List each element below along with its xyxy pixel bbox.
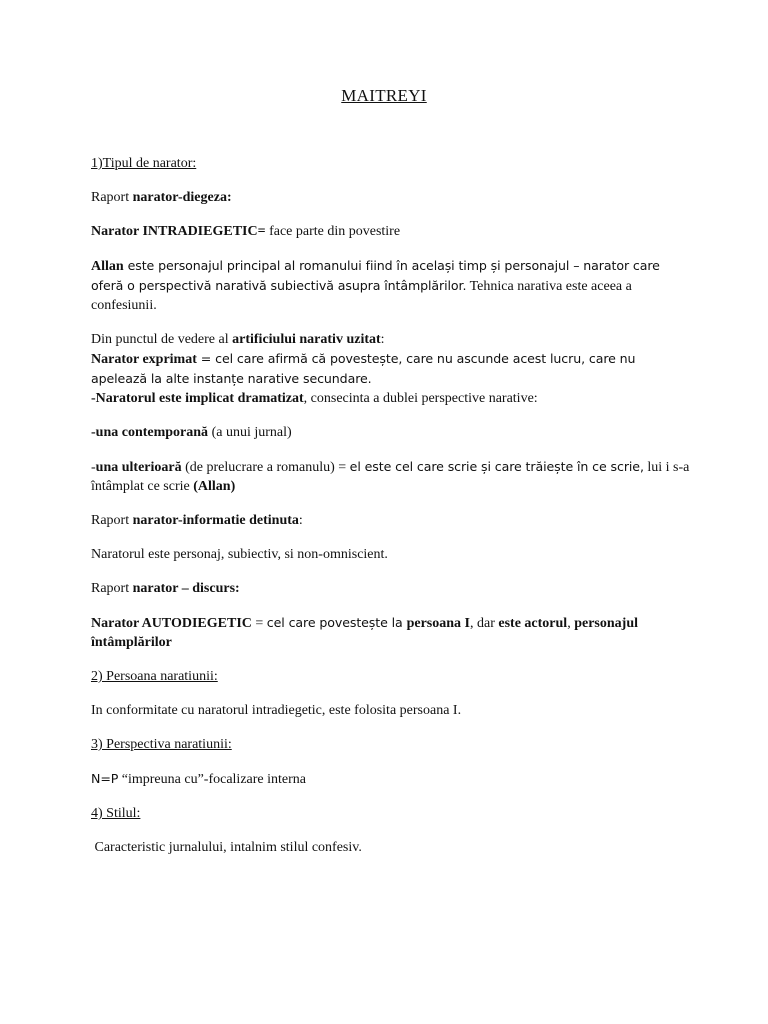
text: : [380,332,385,347]
paragraph-personaj: Naratorul este personaj, subiectiv, si non-omniscient. [91,547,388,562]
paragraph-autodiegetic [91,613,691,652]
heading-text: 4) Stilul: [91,806,141,821]
text: N=P [91,771,119,786]
document-title: MAITREYI [341,86,427,105]
paragraph-ulterioara [91,457,691,496]
text: , dar [470,616,499,631]
section-heading-2 [91,667,691,686]
heading-text: 1)Tipul de narator: [91,156,197,171]
text: = cel care afirmă că povestește, care nu ascunde acest lucru, care nu apelează la alte instanțe narative secundare. [91,351,636,386]
paragraph-artificiu [91,330,691,349]
text: Raport [91,190,133,205]
bold-text: personajul întâmplărilor [91,616,638,650]
bold-text: -una contemporană [91,425,209,440]
bold-text: Narator INTRADIEGETIC= [91,224,266,239]
text: este personajul principal al romanului fiind în același timp și personajul – narator care oferă o perspectivă narativă subiectivă asupra întâmplărilor. [91,258,660,293]
heading-text: 3) Perspectiva naratiunii: [91,737,232,752]
text: “impreuna cu”-focalizare interna [118,772,306,787]
text: face parte din povestire [265,224,401,239]
text: , [567,616,575,631]
bold-text: (Allan) [193,479,236,494]
paragraph-contemporana [91,423,691,442]
text: Din punctul de vedere al [91,332,233,347]
bold-text: narator-diegeza: [132,190,232,205]
bold-text: Allan [91,259,124,274]
paragraph-raport-discurs [91,579,691,598]
bold-text: narator – discurs: [132,581,240,596]
text: el este cel care scrie și care trăiește în ce scrie, [349,459,644,474]
paragraph-raport-diegeza [91,188,691,207]
bold-text: artificiului narativ uzitat [232,332,381,347]
bold-text: una ulterioară [95,460,182,475]
paragraph-implicat [91,389,691,408]
text: (de prelucrare a romanulu) = [181,460,350,475]
section-heading-3 [91,735,691,754]
section-heading-4 [91,804,691,823]
text: Raport [91,513,133,528]
text: Tehnica narativa este aceea a confesiunii. [91,279,632,313]
text: (a unui jurnal) [208,425,292,440]
text: lui i s-a întâmplat ce scrie [91,460,690,494]
bold-text: Narator exprimat [91,352,197,367]
paragraph-raport-informatie [91,511,691,530]
paragraph-conformitate: In conformitate cu naratorul intradiegetic, este folosita persoana I. [91,703,462,718]
bold-text: Narator AUTODIEGETIC [91,616,252,631]
paragraph-narator-exprimat [91,349,691,389]
paragraph-intradiegetic [91,222,691,241]
heading-text: 2) Persoana naratiunii: [91,669,218,684]
paragraph-focalizare [91,769,691,789]
bold-text: persoana I [406,616,470,631]
text: : [298,513,303,528]
bold-text: este actorul [498,616,568,631]
bold-text: narator-informatie detinuta [132,513,299,528]
text: , consecinta a dublei perspective narative: [303,391,538,406]
bold-text: -Naratorul este implicat dramatizat [91,391,304,406]
document-body [91,154,691,872]
paragraph-allan [91,256,691,315]
section-heading-1 [91,154,691,173]
text: - [91,460,96,475]
text: cel care povestește la [266,615,407,630]
text: Raport [91,581,133,596]
text: = [251,616,267,631]
paragraph-stil: Caracteristic jurnalului, intalnim stilul confesiv. [91,840,362,855]
